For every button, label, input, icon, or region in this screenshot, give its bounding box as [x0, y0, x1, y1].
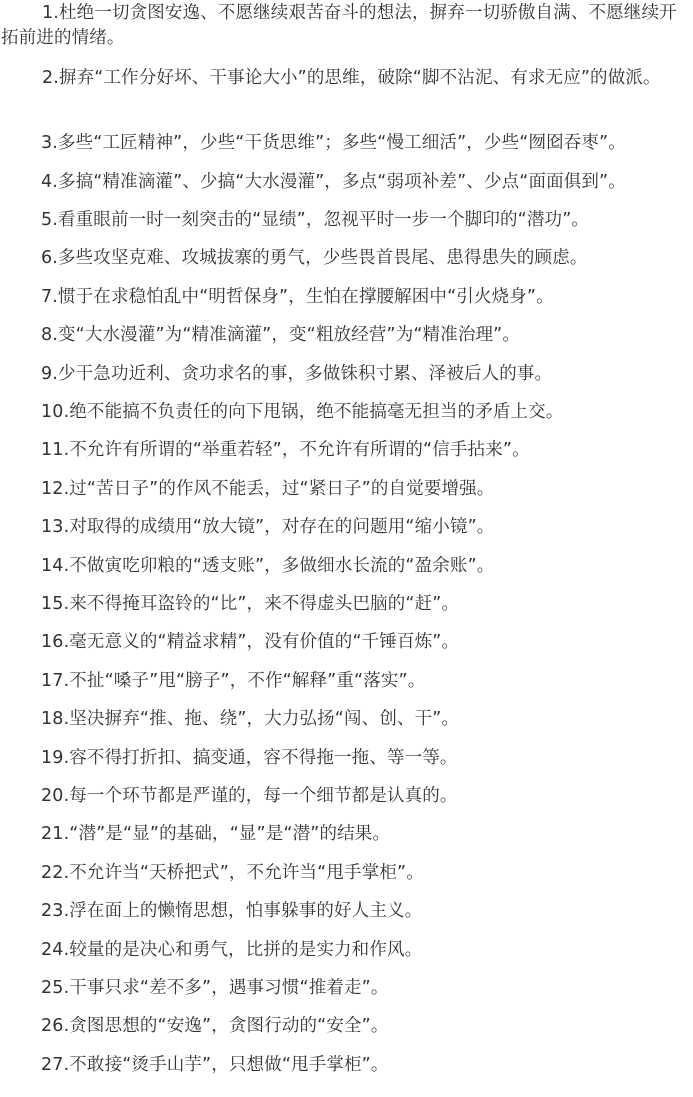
paragraph-10: 10.绝不能搞不负责任的向下甩锅，绝不能搞毫无担当的矛盾上交。 [41, 402, 564, 422]
paragraph-12: 12.过“苦日子”的作风不能丢，过“紧日子”的自觉要增强。 [41, 479, 495, 499]
paragraph-4: 4.多搞“精准滴灌”、少搞“大水漫灌”，多点“弱项补差”、少点“面面俱到”。 [41, 172, 626, 192]
paragraph-24: 24.较量的是决心和勇气，比拼的是实力和作风。 [41, 940, 423, 960]
paragraph-13: 13.对取得的成绩用“放大镜”，对存在的问题用“缩小镜”。 [41, 517, 495, 537]
paragraph-6: 6.多些攻坚克难、攻城拔寨的勇气，少些畏首畏尾、患得患失的顾虑。 [41, 248, 588, 268]
paragraph-23: 23.浮在面上的懒惰思想，怕事躲事的好人主义。 [41, 901, 423, 921]
paragraph-3: 3.多些“工匠精神”，少些“干货思维”；多些“慢工细活”，少些“囫囵吞枣”。 [41, 133, 626, 153]
paragraph-5: 5.看重眼前一时一刻突击的“显绩”，忽视平时一步一个脚印的“潜功”。 [41, 210, 590, 230]
paragraph-1: 1.杜绝一切贪图安逸、不愿继续艰苦奋斗的想法，摒弃一切骄傲自满、不愿继续开拓前进的情绪。 [1, 3, 677, 48]
paragraph-19: 19.容不得打折扣、搞变通，容不得拖一拖、等一等。 [41, 748, 458, 768]
paragraph-27: 27.不敢接“烫手山芋”，只想做“甩手掌柜”。 [41, 1055, 389, 1075]
paragraph-16: 16.毫无意义的“精益求精”，没有价值的“千锤百炼”。 [41, 632, 460, 652]
paragraph-26: 26.贪图思想的“安逸”，贪图行动的“安全”。 [41, 1016, 389, 1036]
paragraph-20: 20.每一个环节都是严谨的，每一个细节都是认真的。 [41, 786, 458, 806]
paragraph-22: 22.不允许当“天桥把式”，不允许当“甩手掌柜”。 [41, 863, 424, 883]
paragraph-25: 25.干事只求“差不多”，遇事习惯“推着走”。 [41, 978, 389, 998]
paragraph-11: 11.不允许有所谓的“举重若轻”，不允许有所谓的“信手拈来”。 [41, 440, 530, 460]
paragraph-9: 9.少干急功近利、贪功求名的事，多做铢积寸累、泽被后人的事。 [41, 364, 553, 384]
paragraph-17: 17.不扯“嗓子”甩“膀子”，不作“解释”重“落实”。 [41, 671, 426, 691]
paragraph-2: 2.摒弃“工作分好坏、干事论大小”的思维，破除“脚不沾泥、有求无应”的做派。 [42, 68, 661, 88]
paragraph-18: 18.坚决摒弃“推、拖、绕”，大力弘扬“闯、创、干”。 [41, 709, 460, 729]
paragraph-8: 8.变“大水漫灌”为“精准滴灌”，变“粗放经营”为“精准治理”。 [41, 325, 521, 345]
paragraph-21: 21.“潜”是“显”的基础，“显”是“潜”的结果。 [41, 824, 391, 844]
paragraph-7: 7.惯于在求稳怕乱中“明哲保身”，生怕在撑腰解困中“引火烧身”。 [41, 287, 554, 307]
paragraph-15: 15.来不得掩耳盗铃的“比”，来不得虚头巴脑的“赶”。 [41, 594, 460, 614]
paragraph-14: 14.不做寅吃卯粮的“透支账”，多做细水长流的“盈余账”。 [41, 556, 495, 576]
